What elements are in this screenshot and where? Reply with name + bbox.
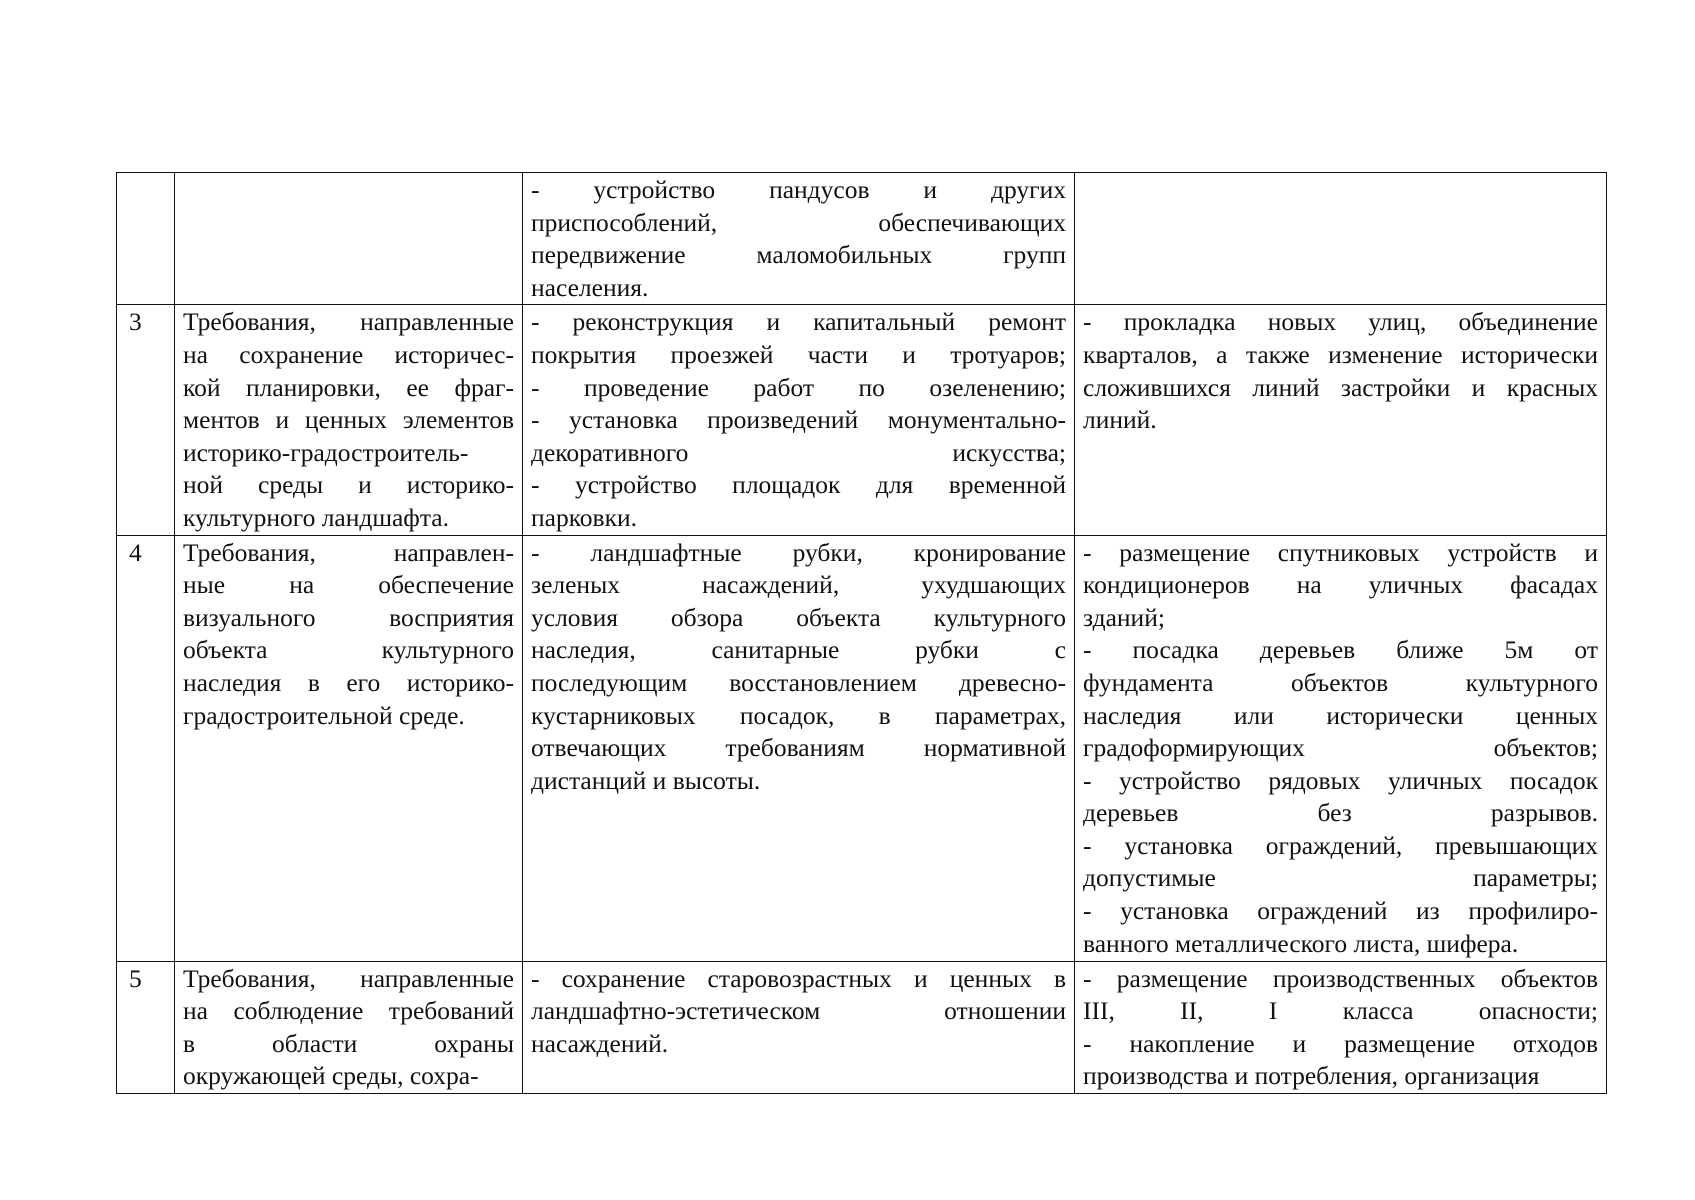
row-number: 3: [129, 307, 142, 337]
cell-text-line: последующим восстановлением древесно-: [531, 667, 1066, 697]
cell-text-line: - ландшафтные рубки, кронирование: [531, 537, 1066, 567]
cell-text-line: допустимые параметры;: [1083, 863, 1598, 893]
cell-text-line: на сохранение историчес-: [183, 339, 514, 369]
requirement-cell: [175, 535, 523, 961]
cell-text-line: передвижение маломобильных групп: [531, 240, 1066, 270]
table-body: [117, 173, 1607, 1094]
row-number-cell: [117, 535, 175, 961]
cell-text-line: кварталов, а также изменение исторически: [1083, 339, 1598, 369]
cell-text-line: III, II, I класса опасности;: [1083, 996, 1598, 1026]
cell-text-line: ландшафтно-эстетическом отношении: [531, 996, 1066, 1026]
cell-text-line: - накопление и размещение отходов: [1083, 1028, 1598, 1058]
cell-text-line: ванного металлического листа, шифера.: [1083, 928, 1519, 958]
requirement-cell: [175, 961, 523, 1093]
requirement-cell: [175, 305, 523, 535]
cell-text-line: градостроительной среде.: [183, 700, 465, 730]
prohibited-works-cell: [1075, 535, 1607, 961]
cell-text-line: линий.: [1083, 405, 1157, 435]
cell-text-line: Требования, направленные: [183, 963, 514, 993]
cell-text-line: - установка ограждений, превышающих: [1083, 830, 1598, 860]
cell-text-line: ные на обеспечение: [183, 570, 514, 600]
cell-text-line: населения.: [531, 272, 649, 302]
allowed-works-cell: [523, 305, 1075, 535]
cell-text-line: сложившихся линий застройки и красных: [1083, 372, 1598, 402]
cell-text-line: фундамента объектов культурного: [1083, 667, 1598, 697]
cell-text-line: приспособлений, обеспечивающих: [531, 207, 1066, 237]
cell-text-line: деревьев без разрывов.: [1083, 798, 1598, 828]
cell-text-line: наследия или исторически ценных: [1083, 700, 1598, 730]
table-row: [117, 535, 1607, 961]
prohibited-works-cell: [1075, 305, 1607, 535]
cell-text-line: Требования, направленные: [183, 307, 514, 337]
cell-text-line: покрытия проезжей части и тротуаров;: [531, 339, 1066, 369]
table-row: [117, 305, 1607, 535]
cell-text-line: - установка произведений монументально-: [531, 405, 1066, 435]
allowed-works-cell: [523, 961, 1075, 1093]
cell-text-line: ментов и ценных элементов: [183, 405, 514, 435]
cell-text-line: ной среды и историко-: [183, 470, 514, 500]
cell-text-line: на соблюдение требований: [183, 996, 514, 1026]
cell-text-line: визуального восприятия: [183, 602, 514, 632]
prohibited-works-cell: [1075, 961, 1607, 1093]
allowed-works-cell: [523, 173, 1075, 305]
cell-text-line: окружающей среды, сохра-: [183, 1061, 479, 1091]
prohibited-works-cell: [1075, 173, 1607, 305]
allowed-works-cell: [523, 535, 1075, 961]
cell-text-line: - прокладка новых улиц, объединение: [1083, 307, 1598, 337]
cell-text-line: зеленых насаждений, ухудшающих: [531, 570, 1066, 600]
requirements-table: [116, 172, 1607, 1094]
cell-text-line: - размещение производственных объектов: [1083, 963, 1598, 993]
cell-text-line: зданий;: [1083, 602, 1165, 632]
cell-text-line: - размещение спутниковых устройств и: [1083, 537, 1598, 567]
cell-text-line: дистанций и высоты.: [531, 765, 761, 795]
row-number-cell: [117, 961, 175, 1093]
cell-text-line: парковки.: [531, 502, 638, 532]
table-row: [117, 961, 1607, 1093]
row-number: 5: [129, 963, 142, 993]
cell-text-line: наследия в его историко-: [183, 667, 514, 697]
cell-text-line: производства и потребления, организация: [1083, 1061, 1540, 1091]
cell-text-line: в области охраны: [183, 1028, 514, 1058]
cell-text-line: культурного ландшафта.: [183, 502, 449, 532]
cell-text-line: насаждений.: [531, 1028, 669, 1058]
cell-text-line: историко-градостроитель-: [183, 437, 469, 467]
cell-text-line: - устройство пандусов и других: [531, 175, 1066, 204]
cell-text-line: кустарниковых посадок, в параметрах,: [531, 700, 1066, 730]
cell-text-line: объекта культурного: [183, 635, 514, 665]
cell-text-line: отвечающих требованиям нормативной: [531, 733, 1066, 763]
cell-text-line: кой планировки, ее фраг-: [183, 372, 514, 402]
cell-text-line: - проведение работ по озеленению;: [531, 372, 1066, 402]
cell-text-line: - устройство площадок для временной: [531, 470, 1066, 500]
row-number-cell: [117, 305, 175, 535]
row-number: 4: [129, 537, 142, 567]
table-row: [117, 173, 1607, 305]
cell-text-line: декоративного искусства;: [531, 437, 1066, 467]
requirement-cell: [175, 173, 523, 305]
cell-text-line: градоформирующих объектов;: [1083, 733, 1598, 763]
cell-text-line: Требования, направлен-: [183, 537, 514, 567]
cell-text-line: кондиционеров на уличных фасадах: [1083, 570, 1598, 600]
cell-text-line: - посадка деревьев ближе 5м от: [1083, 635, 1598, 665]
row-number-cell: [117, 173, 175, 305]
cell-text-line: - сохранение старовозрастных и ценных в: [531, 963, 1066, 993]
cell-text-line: наследия, санитарные рубки с: [531, 635, 1066, 665]
cell-text-line: условия обзора объекта культурного: [531, 602, 1066, 632]
cell-text-line: - установка ограждений из профилиро-: [1083, 896, 1598, 926]
cell-text-line: - устройство рядовых уличных посадок: [1083, 765, 1598, 795]
cell-text-line: - реконструкция и капитальный ремонт: [531, 307, 1066, 337]
